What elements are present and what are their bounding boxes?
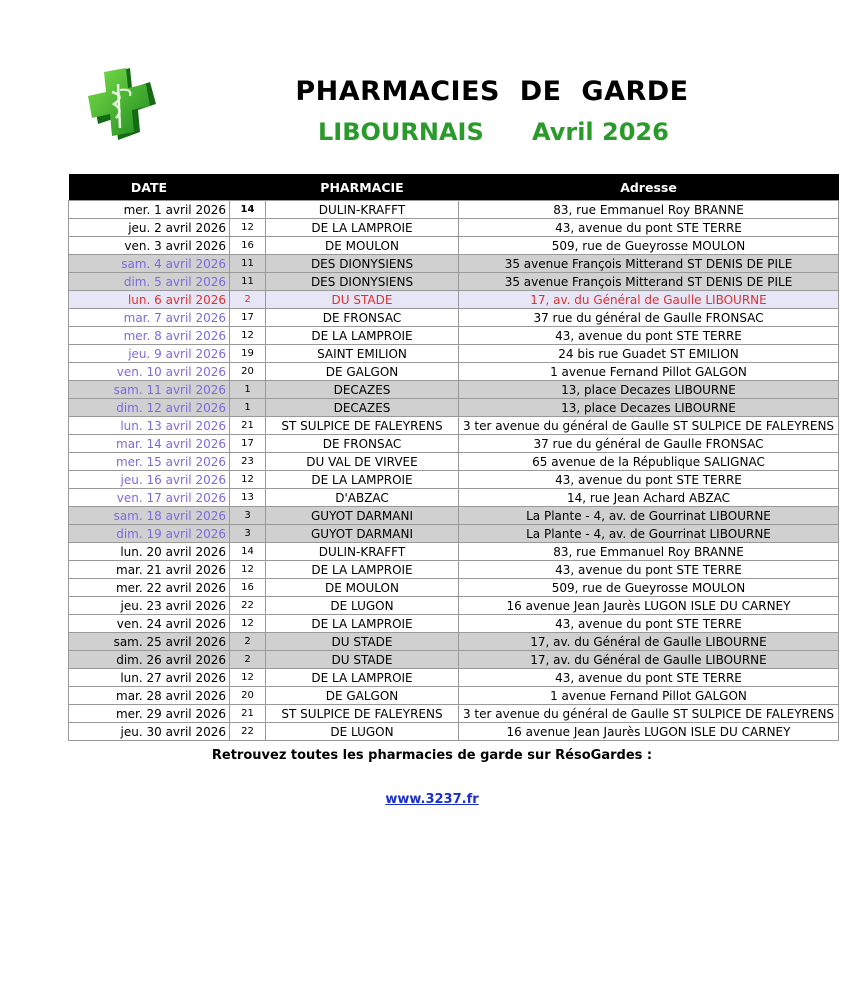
row-pharmacy-number: 21: [230, 417, 266, 435]
row-pharmacy-number: 12: [230, 219, 266, 237]
row-pharmacy-number: 2: [230, 633, 266, 651]
row-pharmacy-number: 16: [230, 579, 266, 597]
row-date: sam. 11 avril 2026: [69, 381, 230, 399]
row-pharmacy-name: DE LUGON: [266, 597, 459, 615]
row-date: dim. 26 avril 2026: [69, 651, 230, 669]
table-row: [69, 273, 839, 291]
row-pharmacy-number: 12: [230, 669, 266, 687]
row-pharmacy-number: 14: [230, 543, 266, 561]
table-row: [69, 561, 839, 579]
row-pharmacy-name: DES DIONYSIENS: [266, 255, 459, 273]
row-pharmacy-name: ST SULPICE DE FALEYRENS: [266, 705, 459, 723]
row-address: 37 rue du général de Gaulle FRONSAC: [459, 435, 839, 453]
row-date: mer. 22 avril 2026: [69, 579, 230, 597]
row-pharmacy-name: DU STADE: [266, 291, 459, 309]
table-row: [69, 633, 839, 651]
row-date: mar. 28 avril 2026: [69, 687, 230, 705]
row-pharmacy-number: 1: [230, 381, 266, 399]
table-row: [69, 669, 839, 687]
row-pharmacy-name: DE LA LAMPROIE: [266, 561, 459, 579]
row-pharmacy-number: 11: [230, 273, 266, 291]
row-address: La Plante - 4, av. de Gourrinat LIBOURNE: [459, 507, 839, 525]
row-pharmacy-number: 19: [230, 345, 266, 363]
row-date: jeu. 16 avril 2026: [69, 471, 230, 489]
row-pharmacy-name: DE FRONSAC: [266, 435, 459, 453]
row-pharmacy-name: DE GALGON: [266, 363, 459, 381]
table-row: [69, 651, 839, 669]
row-date: mer. 8 avril 2026: [69, 327, 230, 345]
header-num: [230, 174, 266, 201]
row-date: mer. 1 avril 2026: [69, 201, 230, 219]
page-title: [0, 76, 864, 107]
row-address: 17, av. du Général de Gaulle LIBOURNE: [459, 651, 839, 669]
table-row: [69, 615, 839, 633]
row-date: lun. 6 avril 2026: [69, 291, 230, 309]
row-address: La Plante - 4, av. de Gourrinat LIBOURNE: [459, 525, 839, 543]
row-address: 14, rue Jean Achard ABZAC: [459, 489, 839, 507]
row-date: dim. 19 avril 2026: [69, 525, 230, 543]
row-pharmacy-name: DE LA LAMPROIE: [266, 327, 459, 345]
row-address: 3 ter avenue du général de Gaulle ST SULPICE DE FALEYRENS: [459, 705, 839, 723]
row-pharmacy-number: 12: [230, 471, 266, 489]
row-address: 43, avenue du pont STE TERRE: [459, 471, 839, 489]
row-address: 13, place Decazes LIBOURNE: [459, 399, 839, 417]
row-pharmacy-name: DE MOULON: [266, 579, 459, 597]
row-address: 17, av. du Général de Gaulle LIBOURNE: [459, 291, 839, 309]
table-row: [69, 237, 839, 255]
row-pharmacy-name: ST SULPICE DE FALEYRENS: [266, 417, 459, 435]
row-pharmacy-name: DECAZES: [266, 381, 459, 399]
row-pharmacy-name: DECAZES: [266, 399, 459, 417]
row-address: 43, avenue du pont STE TERRE: [459, 669, 839, 687]
row-pharmacy-name: DES DIONYSIENS: [266, 273, 459, 291]
title-text: PHARMACIES DE GARDE: [295, 76, 689, 107]
row-date: jeu. 9 avril 2026: [69, 345, 230, 363]
row-address: 43, avenue du pont STE TERRE: [459, 219, 839, 237]
row-address: 16 avenue Jean Jaurès LUGON ISLE DU CARNEY: [459, 597, 839, 615]
table-row: [69, 201, 839, 219]
row-pharmacy-number: 1: [230, 399, 266, 417]
row-address: 83, rue Emmanuel Roy BRANNE: [459, 201, 839, 219]
row-date: dim. 12 avril 2026: [69, 399, 230, 417]
row-date: ven. 3 avril 2026: [69, 237, 230, 255]
row-date: ven. 17 avril 2026: [69, 489, 230, 507]
row-address: 43, avenue du pont STE TERRE: [459, 327, 839, 345]
footer-text: Retrouvez toutes les pharmacies de garde sur RésoGardes :: [211, 748, 653, 763]
row-address: 35 avenue François Mitterand ST DENIS DE PILE: [459, 273, 839, 291]
row-pharmacy-number: 17: [230, 435, 266, 453]
row-pharmacy-name: D'ABZAC: [266, 489, 459, 507]
row-address: 83, rue Emmanuel Roy BRANNE: [459, 543, 839, 561]
table-row: [69, 507, 839, 525]
row-address: 13, place Decazes LIBOURNE: [459, 381, 839, 399]
table-row: [69, 417, 839, 435]
row-pharmacy-number: 12: [230, 615, 266, 633]
table-row: [69, 723, 839, 741]
row-pharmacy-number: 3: [230, 525, 266, 543]
row-address: 35 avenue François Mitterand ST DENIS DE PILE: [459, 255, 839, 273]
table-row: [69, 471, 839, 489]
row-pharmacy-name: DU STADE: [266, 633, 459, 651]
row-date: mar. 21 avril 2026: [69, 561, 230, 579]
table-row: [69, 327, 839, 345]
row-pharmacy-number: 17: [230, 309, 266, 327]
row-date: dim. 5 avril 2026: [69, 273, 230, 291]
row-date: mer. 15 avril 2026: [69, 453, 230, 471]
row-date: sam. 4 avril 2026: [69, 255, 230, 273]
header-address: Adresse: [459, 174, 839, 201]
row-address: 1 avenue Fernand Pillot GALGON: [459, 687, 839, 705]
table-header-row: [69, 174, 839, 201]
table-row: [69, 579, 839, 597]
table-row: [69, 399, 839, 417]
row-pharmacy-name: DE MOULON: [266, 237, 459, 255]
row-address: 37 rue du général de Gaulle FRONSAC: [459, 309, 839, 327]
row-pharmacy-number: 3: [230, 507, 266, 525]
table-row: [69, 309, 839, 327]
row-date: jeu. 23 avril 2026: [69, 597, 230, 615]
row-date: jeu. 30 avril 2026: [69, 723, 230, 741]
row-pharmacy-name: DU VAL DE VIRVEE: [266, 453, 459, 471]
row-address: 65 avenue de la République SALIGNAC: [459, 453, 839, 471]
row-pharmacy-name: DE LA LAMPROIE: [266, 615, 459, 633]
row-pharmacy-number: 11: [230, 255, 266, 273]
row-address: 3 ter avenue du général de Gaulle ST SULPICE DE FALEYRENS: [459, 417, 839, 435]
row-pharmacy-number: 16: [230, 237, 266, 255]
row-date: sam. 25 avril 2026: [69, 633, 230, 651]
table-row: [69, 255, 839, 273]
row-date: ven. 10 avril 2026: [69, 363, 230, 381]
table-row: [69, 597, 839, 615]
row-pharmacy-name: DE FRONSAC: [266, 309, 459, 327]
row-pharmacy-name: DE LA LAMPROIE: [266, 669, 459, 687]
table-row: [69, 291, 839, 309]
row-pharmacy-name: DE LUGON: [266, 723, 459, 741]
month-subtitle: Avril 2026: [532, 118, 669, 146]
table-row: [69, 219, 839, 237]
table-row: [69, 543, 839, 561]
row-date: mer. 29 avril 2026: [69, 705, 230, 723]
row-pharmacy-number: 20: [230, 687, 266, 705]
row-pharmacy-name: DE GALGON: [266, 687, 459, 705]
row-date: mar. 7 avril 2026: [69, 309, 230, 327]
row-pharmacy-number: 12: [230, 561, 266, 579]
row-address: 509, rue de Gueyrosse MOULON: [459, 579, 839, 597]
table-row: [69, 453, 839, 471]
table-row: [69, 435, 839, 453]
table-row: [69, 363, 839, 381]
row-address: 43, avenue du pont STE TERRE: [459, 561, 839, 579]
row-address: 16 avenue Jean Jaurès LUGON ISLE DU CARNEY: [459, 723, 839, 741]
row-address: 1 avenue Fernand Pillot GALGON: [459, 363, 839, 381]
row-address: 17, av. du Général de Gaulle LIBOURNE: [459, 633, 839, 651]
row-pharmacy-name: GUYOT DARMANI: [266, 507, 459, 525]
row-date: lun. 13 avril 2026: [69, 417, 230, 435]
row-pharmacy-number: 12: [230, 327, 266, 345]
row-pharmacy-name: DU STADE: [266, 651, 459, 669]
row-pharmacy-name: DULIN-KRAFFT: [266, 201, 459, 219]
row-date: sam. 18 avril 2026: [69, 507, 230, 525]
row-date: lun. 20 avril 2026: [69, 543, 230, 561]
table-row: [69, 381, 839, 399]
row-date: ven. 24 avril 2026: [69, 615, 230, 633]
row-pharmacy-number: 13: [230, 489, 266, 507]
region-subtitle: LIBOURNAIS: [318, 118, 484, 146]
row-pharmacy-number: 14: [230, 201, 266, 219]
row-pharmacy-name: SAINT EMILION: [266, 345, 459, 363]
table-row: [69, 525, 839, 543]
row-address: 509, rue de Gueyrosse MOULON: [459, 237, 839, 255]
row-pharmacy-name: DE LA LAMPROIE: [266, 471, 459, 489]
row-date: mar. 14 avril 2026: [69, 435, 230, 453]
header-pharmacy: PHARMACIE: [266, 174, 459, 201]
row-pharmacy-number: 2: [230, 291, 266, 309]
table-row: [69, 687, 839, 705]
row-date: lun. 27 avril 2026: [69, 669, 230, 687]
table-row: [69, 489, 839, 507]
row-pharmacy-number: 2: [230, 651, 266, 669]
row-pharmacy-name: GUYOT DARMANI: [266, 525, 459, 543]
row-pharmacy-name: DE LA LAMPROIE: [266, 219, 459, 237]
row-address: 24 bis rue Guadet ST EMILION: [459, 345, 839, 363]
row-pharmacy-number: 21: [230, 705, 266, 723]
header-date: DATE: [69, 174, 230, 201]
row-date: jeu. 2 avril 2026: [69, 219, 230, 237]
pharmacy-schedule-table: [68, 174, 839, 741]
row-address: 43, avenue du pont STE TERRE: [459, 615, 839, 633]
row-pharmacy-number: 23: [230, 453, 266, 471]
table-row: [69, 705, 839, 723]
resogardes-link[interactable]: www.3237.fr: [385, 792, 479, 807]
row-pharmacy-number: 22: [230, 723, 266, 741]
row-pharmacy-name: DULIN-KRAFFT: [266, 543, 459, 561]
table-row: [69, 345, 839, 363]
row-pharmacy-number: 20: [230, 363, 266, 381]
row-pharmacy-number: 22: [230, 597, 266, 615]
